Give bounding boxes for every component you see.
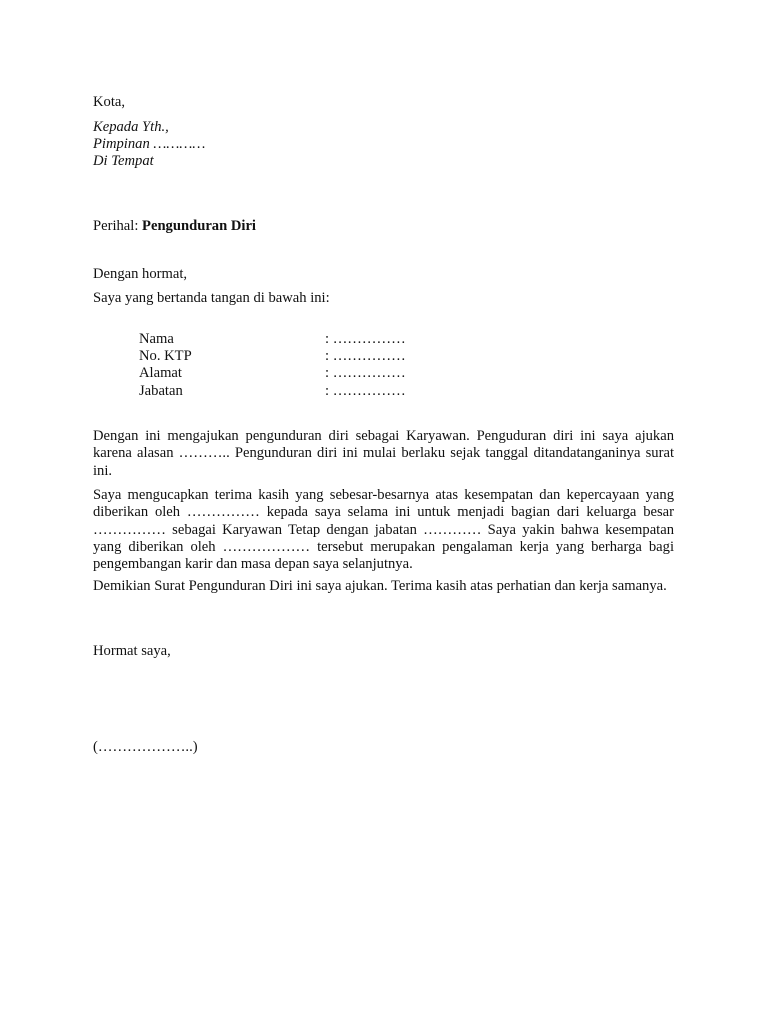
city-line: Kota,	[93, 94, 126, 110]
recipient-line-3: Di Tempat	[93, 153, 154, 169]
closing: Hormat saya,	[93, 643, 171, 659]
greeting: Dengan hormat,	[93, 266, 188, 282]
field-row-jabatan	[139, 383, 439, 400]
field-row-ktp	[139, 348, 439, 365]
field-label: Nama	[139, 331, 174, 347]
intro-text: Saya yang bertanda tangan di bawah ini:	[93, 290, 330, 306]
recipient-line-2: Pimpinan …………	[93, 136, 206, 152]
signature-placeholder: (………………..)	[93, 739, 198, 755]
paragraph-1: Dengan ini mengajukan pengunduran diri sebagai Karyawan. Penguduran diri ini saya ajukan karena alasan ……….. Pengunduran diri ini mulai berlaku sejak tanggal ditandatanganinya surat ini.	[93, 428, 674, 479]
paragraph-3: Demikian Surat Pengunduran Diri ini saya ajukan. Terima kasih atas perhatian dan kerja samanya.	[93, 578, 667, 594]
subject-line	[93, 218, 256, 235]
field-label: Alamat	[139, 365, 182, 382]
field-label: Jabatan	[139, 382, 183, 399]
identity-fields	[139, 331, 439, 400]
field-row-nama	[139, 331, 439, 348]
subject-label: Perihal:	[93, 218, 143, 234]
field-value: : ……………	[325, 331, 406, 347]
field-value: : ……………	[325, 348, 406, 365]
subject-value: Pengunduran Diri	[142, 218, 256, 234]
field-row-alamat	[139, 365, 439, 382]
field-label: No. KTP	[139, 348, 192, 365]
field-value: : ……………	[325, 382, 406, 399]
recipient-block	[93, 119, 205, 170]
paragraph-2: Saya mengucapkan terima kasih yang sebesar-besarnya atas kesempatan dan kepercayaan yang diberikan oleh …………… kepada saya selama ini untuk menjadi bagian dari keluarga besar …………… sebagai Karyawan Tetap dengan jabatan ………… Saya yakin bahwa kesempatan yang diberikan oleh ……………… tersebut merupakan pengalaman kerja yang berharga bagi pengembangan karir dan masa depan saya selanjutnya.	[93, 487, 674, 573]
field-value: : ……………	[325, 365, 406, 382]
recipient-line-1: Kepada Yth.,	[93, 119, 169, 135]
